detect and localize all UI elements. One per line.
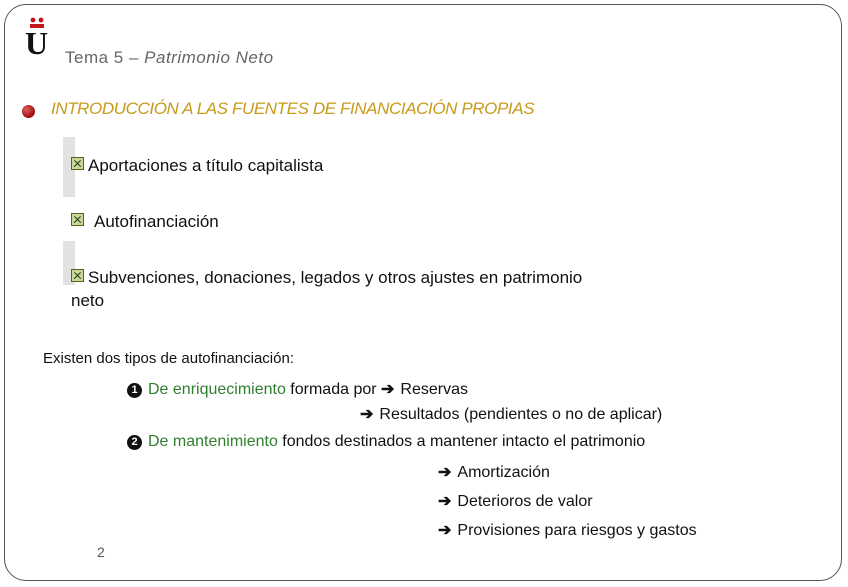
circled-number-icon: 1 xyxy=(127,383,142,398)
header-prefix: Tema 5 – xyxy=(65,48,145,67)
list-item xyxy=(71,156,323,176)
header-title: Patrimonio Neto xyxy=(144,48,274,67)
checkbox-x-icon xyxy=(71,213,84,226)
university-logo-icon: U xyxy=(23,17,53,63)
autofin-target xyxy=(438,491,593,511)
item-label-line2: neto xyxy=(71,291,105,310)
right-arrow-icon: ➔ xyxy=(438,464,452,481)
section-title: INTRODUCCIÓN A LAS FUENTES DE FINANCIACIÓN PROPIAS xyxy=(51,99,535,118)
item-label-line1: Subvenciones, donaciones, legados y otros ajustes en patrimonio xyxy=(88,268,583,287)
item-label: Aportaciones a título capitalista xyxy=(88,156,324,175)
type-name: De enriquecimiento xyxy=(148,381,286,398)
slide-header xyxy=(65,48,274,68)
autofin-type-1 xyxy=(127,379,468,399)
checkbox-x-icon xyxy=(71,269,84,282)
autofin-target xyxy=(360,404,662,424)
type-target: Deterioros de valor xyxy=(457,493,593,510)
right-arrow-icon: ➔ xyxy=(360,406,374,423)
circled-number-icon: 2 xyxy=(127,435,142,450)
type-desc: fondos destinados a mantener intacto el patrimonio xyxy=(277,433,646,450)
autofin-intro: Existen dos tipos de autofinanciación: xyxy=(43,350,294,367)
right-arrow-icon: ➔ xyxy=(381,381,395,398)
type-target: Reservas xyxy=(400,381,468,398)
slide xyxy=(4,4,842,581)
autofin-type-2 xyxy=(127,433,645,451)
list-item xyxy=(71,212,219,232)
right-arrow-icon: ➔ xyxy=(438,493,452,510)
type-target: Provisiones para riesgos y gastos xyxy=(457,522,697,539)
list-item-continuation xyxy=(71,291,104,311)
checkbox-x-icon xyxy=(71,157,84,170)
type-name: De mantenimiento xyxy=(148,433,278,450)
red-sphere-bullet-icon xyxy=(22,105,35,118)
autofin-target xyxy=(438,520,697,540)
type-target: Amortización xyxy=(457,464,550,481)
autofin-target xyxy=(438,462,550,482)
type-desc: formada por xyxy=(285,381,382,398)
type-target: Resultados (pendientes o no de aplicar) xyxy=(379,406,663,423)
right-arrow-icon: ➔ xyxy=(438,522,452,539)
item-label: Autofinanciación xyxy=(94,212,219,231)
list-item xyxy=(71,268,582,288)
page-number: 2 xyxy=(97,544,105,560)
